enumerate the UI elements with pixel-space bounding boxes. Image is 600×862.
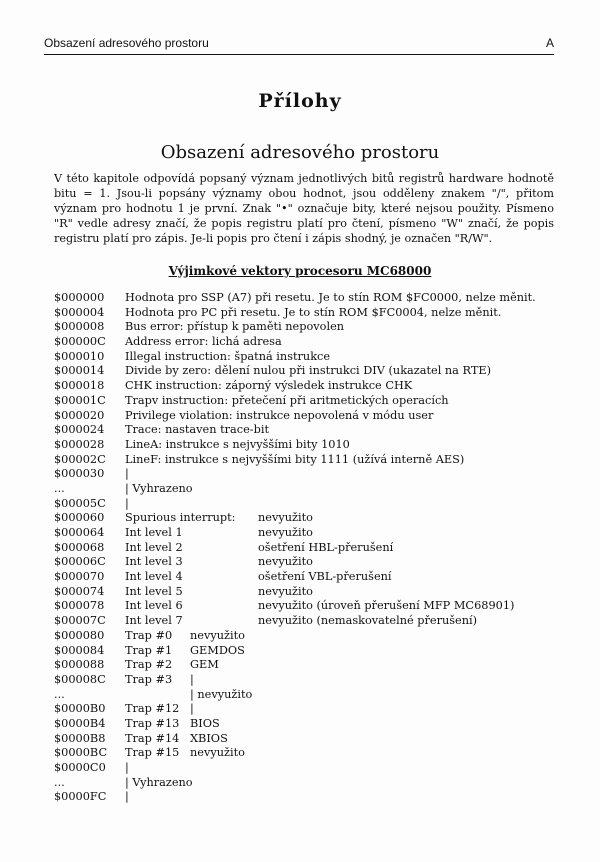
table-row [54,599,564,614]
vector-usage: nevyužito [258,526,313,539]
vector-address: $0000B8 [54,731,106,745]
table-row [54,732,564,747]
table-row [54,497,564,512]
vector-usage: nevyužito [190,628,245,642]
vector-address: $000010 [54,349,105,363]
table-row [54,320,564,335]
vector-address: $00001C [54,393,106,407]
vector-description: Int level 2 [125,540,183,554]
vector-description: | [125,467,129,481]
vector-description: CHK instruction: záporný výsledek instrukce CHK [125,379,413,393]
vector-description: Trap #1 [125,643,173,657]
vector-address: $00002C [54,452,106,466]
vector-description: Trace: nastaven trace-bit [125,423,269,437]
vector-description: Spurious interrupt: [125,511,236,525]
running-header [44,36,554,55]
table-row [54,717,564,732]
vector-address: $000018 [54,379,105,393]
vector-usage: ošetření HBL-přerušení [258,540,394,554]
vector-description: Int level 4 [125,570,183,584]
table-row [54,409,564,424]
vector-address: $000074 [54,584,105,598]
vector-address: $000008 [54,320,105,334]
vector-description: Int level 1 [125,526,183,539]
vector-table [54,291,564,805]
vector-address: $000070 [54,570,105,584]
vector-address: ... [54,481,65,495]
vector-address: $0000FC [54,790,107,804]
table-row [54,364,564,379]
vector-description: Illegal instruction: špatná instrukce [125,349,331,363]
table-row [54,482,564,497]
vector-address: ... [54,687,65,701]
vector-description: Int level 5 [125,584,183,598]
vector-description: Trap #2 [125,658,173,672]
table-row [54,379,564,394]
vector-usage: | [190,672,194,686]
table-row [54,541,564,556]
vector-description: Address error: lichá adresa [125,335,282,349]
vector-usage: | nevyužito [190,687,253,701]
table-row [54,453,564,468]
table-row [54,438,564,453]
vector-description: Trap #14 [125,731,180,745]
vector-description: Trap #3 [125,672,173,686]
table-row [54,776,564,791]
vector-usage: nevyužito [258,555,313,569]
vector-description: Trap #13 [125,716,180,730]
vector-usage: GEMDOS [190,643,245,657]
table-row [54,526,564,541]
vector-description: LineF: instrukce s nejvyššími bity 1111 (užívá interně AES) [125,452,465,466]
intro-paragraph: V této kapitole odpovídá popsaný význam jednotlivých bitů registrů hardware hodnotě bitu = 1. Jsou-li popsány významy obou hodnot, jsou odděleny znakem "/", přitom význam pro hodnotu 1 je první. Znak "•" označuje bity, které nejsou použity. Písmeno "R" vedle adresy značí, že popis registru platí pro čtení, písmeno "W" značí, že popis registru platí pro zápis. Je-li popis pro čtení i zápis shodný, je označen "R/W". [54,172,554,245]
table-row [54,467,564,482]
vector-description: Bus error: přístup k paměti nepovolen [125,320,345,334]
vector-address: $000080 [54,628,105,642]
vector-address: ... [54,775,65,789]
vector-description: | Vyhrazeno [125,481,193,495]
vector-description: LineA: instrukce s nejvyššími bity 1010 [125,437,350,451]
vector-description: Int level 3 [125,555,183,569]
table-row [54,658,564,673]
vector-usage: ošetření VBL-přerušení [258,570,392,584]
vector-usage: BIOS [190,716,220,730]
vector-address: $000088 [54,658,105,672]
table-row [54,585,564,600]
vector-usage: XBIOS [190,731,228,745]
table-row [54,644,564,659]
vector-description: | Vyhrazeno [125,775,193,789]
vector-description: | [125,790,129,804]
header-chapter-title: Obsazení adresového prostoru [44,36,209,50]
vector-address: $0000C0 [54,761,106,774]
table-row [54,511,564,526]
vector-address: $000078 [54,599,105,613]
vector-address: $000068 [54,540,105,554]
table-row [54,423,564,438]
vector-address: $000020 [54,408,105,422]
vector-description: Trap #15 [125,746,180,760]
vector-address: $000024 [54,423,105,437]
vector-address: $00007C [54,614,106,628]
table-row [54,614,564,629]
table-row [54,673,564,688]
vector-address: $000000 [54,291,105,304]
vector-description: Trap #12 [125,702,180,716]
vector-address: $0000BC [54,746,108,760]
vector-description: | [125,761,129,774]
vector-address: $0000B0 [54,702,106,716]
vector-address: $00008C [54,672,106,686]
vector-usage: nevyužito [258,584,313,598]
vector-usage: nevyužito (úroveň přerušení MFP MC68901) [258,599,515,613]
vector-usage: nevyužito [190,746,245,760]
table-row [54,350,564,365]
vector-usage: GEM [190,658,219,672]
vector-address: $0000B4 [54,716,106,730]
vector-description: Hodnota pro SSP (A7) při resetu. Je to stín ROM $FC0000, nelze měnit. [125,291,536,304]
vector-address: $00000C [54,335,106,349]
vector-address: $000014 [54,364,105,378]
header-appendix-letter: A [545,36,554,50]
vector-usage: nevyužito (nemaskovatelné přerušení) [258,614,478,628]
vector-description: Int level 6 [125,599,183,613]
table-row [54,394,564,409]
vector-description: Trap #0 [125,628,173,642]
vector-address: $000028 [54,437,105,451]
table-row [54,335,564,350]
vector-usage: | [190,702,194,716]
table-row [54,291,564,306]
vector-description: Trapv instruction: přetečení při aritmetických operacích [125,393,449,407]
vector-description: Int level 7 [125,614,183,628]
vector-address: $00005C [54,496,106,510]
vector-address: $000030 [54,467,105,481]
vector-description: Divide by zero: dělení nulou při instrukci DIV (ukazatel na RTE) [125,364,492,378]
table-row [54,790,564,805]
table-row [54,555,564,570]
vector-address: $000060 [54,511,105,525]
table-heading: Výjimkové vektory procesoru MC68000 [168,264,432,278]
vector-description: Hodnota pro PC při resetu. Je to stín ROM $FC0004, nelze měnit. [125,305,502,319]
table-row [54,702,564,717]
vector-address: $00006C [54,555,106,569]
vector-usage: nevyužito [258,511,313,525]
table-row [54,570,564,585]
table-row [54,761,564,776]
vector-address: $000004 [54,305,105,319]
table-row [54,688,564,703]
vector-address: $000064 [54,526,105,539]
table-row [54,629,564,644]
table-row [54,306,564,321]
section-title: Obsazení adresového prostoru [160,142,440,163]
vector-description: | [125,496,129,510]
page-title: Přílohy [258,90,342,112]
vector-description: Privilege violation: instrukce nepovolená v módu user [125,408,434,422]
table-row [54,746,564,761]
vector-address: $000084 [54,643,105,657]
